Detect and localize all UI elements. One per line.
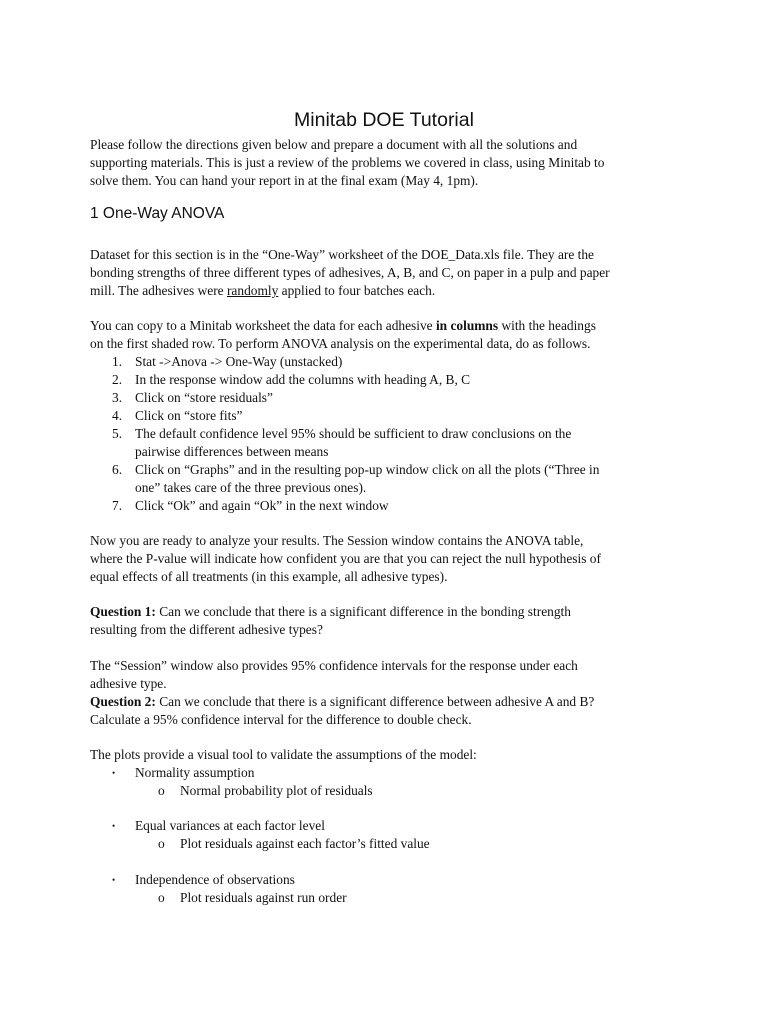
question-line: resulting from the different adhesive types? <box>90 622 323 637</box>
session-line: adhesive type. <box>90 676 167 691</box>
section-heading: 1 One-Way ANOVA <box>90 205 225 222</box>
assumption-subtext: Plot residuals against each factor’s fitted value <box>180 836 430 851</box>
step-number: 3. <box>112 390 123 405</box>
plots-intro <box>90 746 690 764</box>
step-number: 4. <box>112 408 123 423</box>
dataset-text: mill. The adhesives were <box>90 283 227 298</box>
intro-line: Please follow the directions given below and prepare a document with all the solutions and <box>90 137 578 152</box>
list-item <box>90 389 690 407</box>
session-line: The “Session” window also provides 95% confidence intervals for the response under each <box>90 658 578 673</box>
step-text: Click on “Graphs” and in the resulting pop-up window click on all the plots (“Three in <box>135 462 600 477</box>
step-text: The default confidence level 95% should be sufficient to draw conclusions on the <box>135 426 572 441</box>
assumption-subtext: Normal probability plot of residuals <box>180 783 373 798</box>
question-line <box>90 693 690 711</box>
intro-paragraph <box>90 136 690 190</box>
step-text: one” takes care of the three previous ones). <box>135 480 367 495</box>
assumption-text: Independence of observations <box>135 872 295 887</box>
step-text: In the response window add the columns with heading A, B, C <box>135 372 471 387</box>
dataset-line: bonding strengths of three different types of adhesives, A, B, and C, on paper in a pulp and paper <box>90 265 610 280</box>
dataset-text: applied to four batches each. <box>278 283 436 298</box>
copy-text: with the headings <box>498 318 596 333</box>
bullet-icon: • <box>112 768 116 778</box>
step-number: 6. <box>112 462 123 477</box>
dataset-line <box>90 282 690 300</box>
analyze-paragraph <box>90 532 690 586</box>
question-label: Question 2: <box>90 694 156 709</box>
step-text: Click “Ok” and again “Ok” in the next window <box>135 498 389 513</box>
dataset-paragraph <box>90 246 690 300</box>
list-item <box>90 425 690 461</box>
session-paragraph <box>90 657 690 693</box>
document-title: Minitab DOE Tutorial <box>294 109 474 131</box>
plots-intro-line: The plots provide a visual tool to validate the assumptions of the model: <box>90 747 477 762</box>
bullet-icon: • <box>112 875 116 885</box>
question-line: Calculate a 95% confidence interval for the difference to double check. <box>90 712 472 727</box>
question-1 <box>90 603 690 639</box>
step-text: Stat ->Anova -> One-Way (unstacked) <box>135 354 343 369</box>
dataset-line: Dataset for this section is in the “One-Way” worksheet of the DOE_Data.xls file. They are the <box>90 247 595 262</box>
list-item <box>90 497 690 515</box>
step-number: 2. <box>112 372 123 387</box>
sub-bullet-icon: o <box>158 890 165 905</box>
sub-bullet-icon: o <box>158 836 165 851</box>
sub-bullet-icon: o <box>158 783 165 798</box>
analyze-line: equal effects of all treatments (in this example, all adhesive types). <box>90 569 448 584</box>
question-text: Can we conclude that there is a significant difference between adhesive A and B? <box>155 694 595 709</box>
question-label: Question 1: <box>90 604 156 619</box>
list-item <box>90 371 690 389</box>
list-item <box>90 461 690 497</box>
bullet-icon: • <box>112 821 116 831</box>
assumption-subtext: Plot residuals against run order <box>180 890 347 905</box>
question-line <box>90 603 690 621</box>
steps-list <box>90 353 690 515</box>
copy-line: on the first shaded row. To perform ANOVA analysis on the experimental data, do as follows. <box>90 336 591 351</box>
list-item <box>90 407 690 425</box>
intro-line: supporting materials. This is just a review of the problems we covered in class, using Minitab to <box>90 155 605 170</box>
analyze-line: Now you are ready to analyze your results. The Session window contains the ANOVA table, <box>90 533 584 548</box>
assumption-text: Equal variances at each factor level <box>135 818 325 833</box>
in-columns-bold: in columns <box>435 318 499 333</box>
step-text: Click on “store fits” <box>135 408 243 423</box>
question-2 <box>90 693 690 729</box>
analyze-line: where the P-value will indicate how confident you are that you can reject the null hypothesis of <box>90 551 601 566</box>
step-number: 7. <box>112 498 123 513</box>
copy-paragraph <box>90 317 690 353</box>
copy-line <box>90 317 690 335</box>
randomly-underlined: randomly <box>226 283 279 298</box>
copy-text: You can copy to a Minitab worksheet the data for each adhesive <box>90 318 436 333</box>
assumption-text: Normality assumption <box>135 765 255 780</box>
question-text: Can we conclude that there is a significant difference in the bonding strength <box>155 604 571 619</box>
list-item <box>90 353 690 371</box>
step-text: pairwise differences between means <box>135 444 329 459</box>
step-number: 5. <box>112 426 123 441</box>
intro-line: solve them. You can hand your report in at the final exam (May 4, 1pm). <box>90 173 479 188</box>
step-text: Click on “store residuals” <box>135 390 273 405</box>
step-number: 1. <box>112 354 123 369</box>
